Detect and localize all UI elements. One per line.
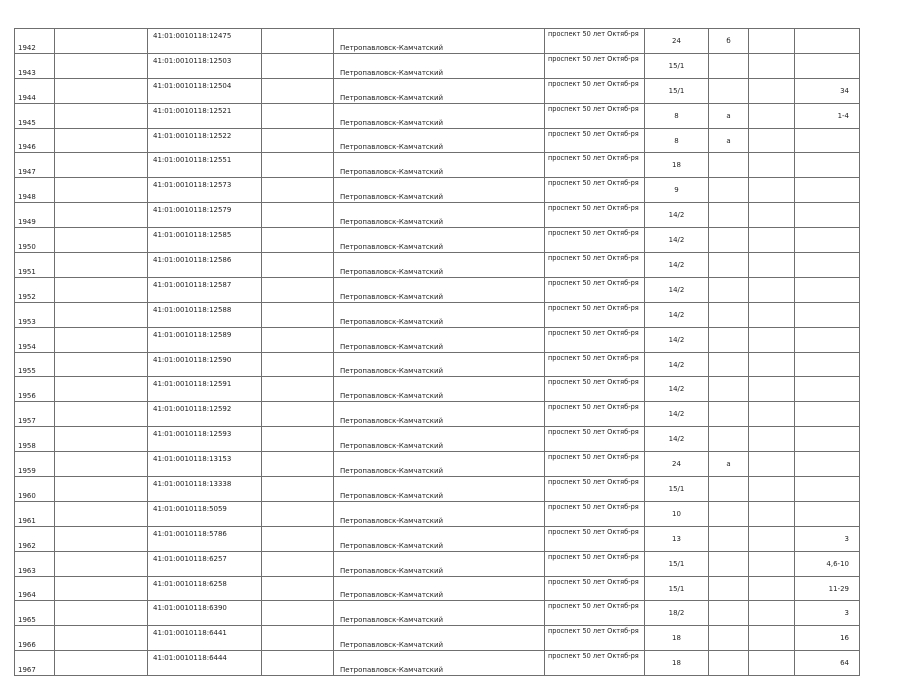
row-number: 1959 bbox=[15, 452, 55, 477]
spacer-cell bbox=[749, 651, 795, 676]
spacer-cell bbox=[55, 29, 148, 54]
row-number: 1956 bbox=[15, 377, 55, 402]
city-name: Петропавловск-Камчатский bbox=[334, 253, 545, 278]
street-name: проспект 50 лет Октяб-ря bbox=[545, 253, 645, 278]
apartment-numbers bbox=[795, 452, 860, 477]
table-row bbox=[15, 651, 860, 676]
street-name: проспект 50 лет Октяб-ря bbox=[545, 526, 645, 551]
spacer-cell bbox=[55, 452, 148, 477]
row-number: 1955 bbox=[15, 352, 55, 377]
apartment-numbers: 34 bbox=[795, 78, 860, 103]
city-name: Петропавловск-Камчатский bbox=[334, 427, 545, 452]
spacer-cell bbox=[55, 551, 148, 576]
spacer-cell bbox=[749, 78, 795, 103]
spacer-cell bbox=[55, 601, 148, 626]
house-number: 15/1 bbox=[645, 576, 709, 601]
table-row bbox=[15, 253, 860, 278]
city-name: Петропавловск-Камчатский bbox=[334, 501, 545, 526]
spacer-cell bbox=[55, 352, 148, 377]
document-sheet bbox=[14, 28, 860, 676]
street-name: проспект 50 лет Октяб-ря bbox=[545, 601, 645, 626]
spacer-cell bbox=[262, 277, 334, 302]
street-name: проспект 50 лет Октяб-ря bbox=[545, 377, 645, 402]
building-letter bbox=[709, 601, 749, 626]
street-name: проспект 50 лет Октяб-ря bbox=[545, 327, 645, 352]
house-number: 14/2 bbox=[645, 377, 709, 402]
row-number: 1957 bbox=[15, 402, 55, 427]
apartment-numbers bbox=[795, 178, 860, 203]
spacer-cell bbox=[55, 377, 148, 402]
table-row bbox=[15, 601, 860, 626]
city-name: Петропавловск-Камчатский bbox=[334, 277, 545, 302]
city-name: Петропавловск-Камчатский bbox=[334, 651, 545, 676]
apartment-numbers bbox=[795, 253, 860, 278]
apartment-numbers bbox=[795, 128, 860, 153]
spacer-cell bbox=[55, 402, 148, 427]
street-name: проспект 50 лет Октяб-ря bbox=[545, 501, 645, 526]
spacer-cell bbox=[262, 53, 334, 78]
table-row bbox=[15, 626, 860, 651]
spacer-cell bbox=[262, 302, 334, 327]
cadastral-number: 41:01:0010118:12588 bbox=[148, 302, 262, 327]
row-number: 1963 bbox=[15, 551, 55, 576]
spacer-cell bbox=[749, 302, 795, 327]
table-row bbox=[15, 277, 860, 302]
spacer-cell bbox=[749, 501, 795, 526]
building-letter: а bbox=[709, 103, 749, 128]
spacer-cell bbox=[262, 526, 334, 551]
city-name: Петропавловск-Камчатский bbox=[334, 352, 545, 377]
cadastral-number: 41:01:0010118:12591 bbox=[148, 377, 262, 402]
building-letter: б bbox=[709, 29, 749, 54]
spacer-cell bbox=[262, 626, 334, 651]
spacer-cell bbox=[55, 53, 148, 78]
spacer-cell bbox=[749, 601, 795, 626]
city-name: Петропавловск-Камчатский bbox=[334, 78, 545, 103]
street-name: проспект 50 лет Октяб-ря bbox=[545, 651, 645, 676]
house-number: 18 bbox=[645, 153, 709, 178]
cadastral-number: 41:01:0010118:6390 bbox=[148, 601, 262, 626]
apartment-numbers: 3 bbox=[795, 526, 860, 551]
house-number: 18/2 bbox=[645, 601, 709, 626]
building-letter bbox=[709, 277, 749, 302]
building-letter: а bbox=[709, 128, 749, 153]
spacer-cell bbox=[262, 128, 334, 153]
table-row bbox=[15, 228, 860, 253]
table-row bbox=[15, 551, 860, 576]
building-letter bbox=[709, 551, 749, 576]
spacer-cell bbox=[55, 477, 148, 502]
building-letter bbox=[709, 576, 749, 601]
apartment-numbers bbox=[795, 352, 860, 377]
row-number: 1944 bbox=[15, 78, 55, 103]
table-row bbox=[15, 78, 860, 103]
spacer-cell bbox=[55, 128, 148, 153]
building-letter bbox=[709, 352, 749, 377]
spacer-cell bbox=[262, 377, 334, 402]
spacer-cell bbox=[55, 203, 148, 228]
row-number: 1947 bbox=[15, 153, 55, 178]
cadastral-number: 41:01:0010118:12590 bbox=[148, 352, 262, 377]
apartment-numbers bbox=[795, 402, 860, 427]
row-number: 1952 bbox=[15, 277, 55, 302]
table-row bbox=[15, 302, 860, 327]
city-name: Петропавловск-Камчатский bbox=[334, 128, 545, 153]
city-name: Петропавловск-Камчатский bbox=[334, 302, 545, 327]
street-name: проспект 50 лет Октяб-ря bbox=[545, 103, 645, 128]
spacer-cell bbox=[749, 576, 795, 601]
row-number: 1960 bbox=[15, 477, 55, 502]
spacer-cell bbox=[749, 352, 795, 377]
spacer-cell bbox=[262, 601, 334, 626]
building-letter: а bbox=[709, 452, 749, 477]
spacer-cell bbox=[262, 153, 334, 178]
spacer-cell bbox=[749, 203, 795, 228]
cadastral-number: 41:01:0010118:12475 bbox=[148, 29, 262, 54]
building-letter bbox=[709, 78, 749, 103]
city-name: Петропавловск-Камчатский bbox=[334, 228, 545, 253]
spacer-cell bbox=[749, 29, 795, 54]
spacer-cell bbox=[55, 626, 148, 651]
row-number: 1958 bbox=[15, 427, 55, 452]
spacer-cell bbox=[749, 228, 795, 253]
row-number: 1946 bbox=[15, 128, 55, 153]
apartment-numbers: 1-4 bbox=[795, 103, 860, 128]
street-name: проспект 50 лет Октяб-ря bbox=[545, 402, 645, 427]
row-number: 1950 bbox=[15, 228, 55, 253]
spacer-cell bbox=[55, 501, 148, 526]
city-name: Петропавловск-Камчатский bbox=[334, 178, 545, 203]
cadastral-number: 41:01:0010118:12585 bbox=[148, 228, 262, 253]
cadastral-number: 41:01:0010118:12522 bbox=[148, 128, 262, 153]
apartment-numbers bbox=[795, 477, 860, 502]
spacer-cell bbox=[55, 153, 148, 178]
cadastral-number: 41:01:0010118:6441 bbox=[148, 626, 262, 651]
building-letter bbox=[709, 178, 749, 203]
spacer-cell bbox=[262, 352, 334, 377]
spacer-cell bbox=[55, 576, 148, 601]
spacer-cell bbox=[749, 551, 795, 576]
house-number: 18 bbox=[645, 626, 709, 651]
house-number: 15/1 bbox=[645, 53, 709, 78]
row-number: 1943 bbox=[15, 53, 55, 78]
building-letter bbox=[709, 477, 749, 502]
table-row bbox=[15, 178, 860, 203]
spacer-cell bbox=[55, 78, 148, 103]
apartment-numbers bbox=[795, 377, 860, 402]
street-name: проспект 50 лет Октяб-ря bbox=[545, 29, 645, 54]
cadastral-number: 41:01:0010118:12593 bbox=[148, 427, 262, 452]
spacer-cell bbox=[749, 277, 795, 302]
spacer-cell bbox=[55, 651, 148, 676]
city-name: Петропавловск-Камчатский bbox=[334, 452, 545, 477]
city-name: Петропавловск-Камчатский bbox=[334, 103, 545, 128]
cadastral-number: 41:01:0010118:6257 bbox=[148, 551, 262, 576]
row-number: 1953 bbox=[15, 302, 55, 327]
cadastral-number: 41:01:0010118:5059 bbox=[148, 501, 262, 526]
cadastral-number: 41:01:0010118:12503 bbox=[148, 53, 262, 78]
table-row bbox=[15, 526, 860, 551]
cadastral-number: 41:01:0010118:12551 bbox=[148, 153, 262, 178]
spacer-cell bbox=[55, 327, 148, 352]
apartment-numbers bbox=[795, 277, 860, 302]
spacer-cell bbox=[55, 427, 148, 452]
spacer-cell bbox=[749, 452, 795, 477]
street-name: проспект 50 лет Октяб-ря bbox=[545, 277, 645, 302]
spacer-cell bbox=[262, 228, 334, 253]
street-name: проспект 50 лет Октяб-ря bbox=[545, 452, 645, 477]
table-row bbox=[15, 402, 860, 427]
row-number: 1967 bbox=[15, 651, 55, 676]
apartment-numbers bbox=[795, 53, 860, 78]
spacer-cell bbox=[262, 253, 334, 278]
row-number: 1964 bbox=[15, 576, 55, 601]
spacer-cell bbox=[749, 626, 795, 651]
apartment-numbers bbox=[795, 203, 860, 228]
spacer-cell bbox=[262, 452, 334, 477]
street-name: проспект 50 лет Октяб-ря bbox=[545, 53, 645, 78]
building-letter bbox=[709, 53, 749, 78]
street-name: проспект 50 лет Октяб-ря bbox=[545, 78, 645, 103]
table-row bbox=[15, 29, 860, 54]
spacer-cell bbox=[749, 327, 795, 352]
spacer-cell bbox=[262, 427, 334, 452]
spacer-cell bbox=[749, 178, 795, 203]
building-letter bbox=[709, 253, 749, 278]
apartment-numbers bbox=[795, 501, 860, 526]
spacer-cell bbox=[262, 78, 334, 103]
building-letter bbox=[709, 501, 749, 526]
table-row bbox=[15, 53, 860, 78]
table-row bbox=[15, 327, 860, 352]
spacer-cell bbox=[262, 103, 334, 128]
table-row bbox=[15, 153, 860, 178]
city-name: Петропавловск-Камчатский bbox=[334, 327, 545, 352]
cadastral-number: 41:01:0010118:6258 bbox=[148, 576, 262, 601]
city-name: Петропавловск-Камчатский bbox=[334, 402, 545, 427]
cadastral-number: 41:01:0010118:6444 bbox=[148, 651, 262, 676]
house-number: 15/1 bbox=[645, 477, 709, 502]
city-name: Петропавловск-Камчатский bbox=[334, 576, 545, 601]
city-name: Петропавловск-Камчатский bbox=[334, 29, 545, 54]
house-number: 14/2 bbox=[645, 302, 709, 327]
cadastral-number: 41:01:0010118:5786 bbox=[148, 526, 262, 551]
spacer-cell bbox=[262, 327, 334, 352]
house-number: 10 bbox=[645, 501, 709, 526]
house-number: 24 bbox=[645, 29, 709, 54]
spacer-cell bbox=[262, 29, 334, 54]
city-name: Петропавловск-Камчатский bbox=[334, 601, 545, 626]
table-row bbox=[15, 352, 860, 377]
spacer-cell bbox=[262, 651, 334, 676]
cadastral-number: 41:01:0010118:12586 bbox=[148, 253, 262, 278]
house-number: 14/2 bbox=[645, 253, 709, 278]
building-letter bbox=[709, 427, 749, 452]
table-row bbox=[15, 103, 860, 128]
house-number: 14/2 bbox=[645, 228, 709, 253]
cadastral-number: 41:01:0010118:12504 bbox=[148, 78, 262, 103]
house-number: 24 bbox=[645, 452, 709, 477]
house-number: 14/2 bbox=[645, 277, 709, 302]
spacer-cell bbox=[262, 402, 334, 427]
apartment-numbers bbox=[795, 153, 860, 178]
apartment-numbers bbox=[795, 29, 860, 54]
building-letter bbox=[709, 327, 749, 352]
row-number: 1966 bbox=[15, 626, 55, 651]
spacer-cell bbox=[749, 253, 795, 278]
street-name: проспект 50 лет Октяб-ря bbox=[545, 576, 645, 601]
street-name: проспект 50 лет Октяб-ря bbox=[545, 626, 645, 651]
table-row bbox=[15, 377, 860, 402]
table-row bbox=[15, 501, 860, 526]
cadastral-number: 41:01:0010118:12587 bbox=[148, 277, 262, 302]
building-letter bbox=[709, 402, 749, 427]
building-letter bbox=[709, 203, 749, 228]
house-number: 14/2 bbox=[645, 203, 709, 228]
city-name: Петропавловск-Камчатский bbox=[334, 203, 545, 228]
house-number: 15/1 bbox=[645, 78, 709, 103]
table-row bbox=[15, 203, 860, 228]
cadastral-number: 41:01:0010118:12579 bbox=[148, 203, 262, 228]
spacer-cell bbox=[749, 427, 795, 452]
spacer-cell bbox=[749, 128, 795, 153]
apartment-numbers: 4,6-10 bbox=[795, 551, 860, 576]
spacer-cell bbox=[749, 377, 795, 402]
row-number: 1945 bbox=[15, 103, 55, 128]
address-register-table bbox=[14, 28, 860, 676]
spacer-cell bbox=[262, 178, 334, 203]
apartment-numbers: 16 bbox=[795, 626, 860, 651]
spacer-cell bbox=[55, 178, 148, 203]
table-row bbox=[15, 477, 860, 502]
building-letter bbox=[709, 526, 749, 551]
house-number: 14/2 bbox=[645, 402, 709, 427]
spacer-cell bbox=[55, 228, 148, 253]
building-letter bbox=[709, 626, 749, 651]
city-name: Петропавловск-Камчатский bbox=[334, 377, 545, 402]
house-number: 14/2 bbox=[645, 327, 709, 352]
street-name: проспект 50 лет Октяб-ря bbox=[545, 153, 645, 178]
house-number: 14/2 bbox=[645, 427, 709, 452]
row-number: 1948 bbox=[15, 178, 55, 203]
building-letter bbox=[709, 651, 749, 676]
street-name: проспект 50 лет Октяб-ря bbox=[545, 128, 645, 153]
row-number: 1942 bbox=[15, 29, 55, 54]
apartment-numbers bbox=[795, 427, 860, 452]
table-row bbox=[15, 128, 860, 153]
spacer-cell bbox=[749, 53, 795, 78]
spacer-cell bbox=[749, 103, 795, 128]
table-body bbox=[15, 29, 860, 676]
street-name: проспект 50 лет Октяб-ря bbox=[545, 178, 645, 203]
city-name: Петропавловск-Камчатский bbox=[334, 53, 545, 78]
cadastral-number: 41:01:0010118:13153 bbox=[148, 452, 262, 477]
row-number: 1961 bbox=[15, 501, 55, 526]
house-number: 13 bbox=[645, 526, 709, 551]
table-row bbox=[15, 427, 860, 452]
city-name: Петропавловск-Камчатский bbox=[334, 153, 545, 178]
spacer-cell bbox=[262, 477, 334, 502]
spacer-cell bbox=[55, 277, 148, 302]
street-name: проспект 50 лет Октяб-ря bbox=[545, 477, 645, 502]
city-name: Петропавловск-Камчатский bbox=[334, 551, 545, 576]
house-number: 9 bbox=[645, 178, 709, 203]
apartment-numbers bbox=[795, 228, 860, 253]
row-number: 1951 bbox=[15, 253, 55, 278]
city-name: Петропавловск-Камчатский bbox=[334, 626, 545, 651]
row-number: 1949 bbox=[15, 203, 55, 228]
building-letter bbox=[709, 377, 749, 402]
apartment-numbers bbox=[795, 327, 860, 352]
city-name: Петропавловск-Камчатский bbox=[334, 477, 545, 502]
house-number: 15/1 bbox=[645, 551, 709, 576]
spacer-cell bbox=[55, 302, 148, 327]
spacer-cell bbox=[749, 153, 795, 178]
spacer-cell bbox=[262, 501, 334, 526]
row-number: 1962 bbox=[15, 526, 55, 551]
spacer-cell bbox=[55, 526, 148, 551]
table-row bbox=[15, 576, 860, 601]
cadastral-number: 41:01:0010118:12592 bbox=[148, 402, 262, 427]
cadastral-number: 41:01:0010118:12589 bbox=[148, 327, 262, 352]
street-name: проспект 50 лет Октяб-ря bbox=[545, 302, 645, 327]
row-number: 1954 bbox=[15, 327, 55, 352]
table-row bbox=[15, 452, 860, 477]
cadastral-number: 41:01:0010118:12521 bbox=[148, 103, 262, 128]
street-name: проспект 50 лет Октяб-ря bbox=[545, 551, 645, 576]
street-name: проспект 50 лет Октяб-ря bbox=[545, 352, 645, 377]
spacer-cell bbox=[262, 203, 334, 228]
cadastral-number: 41:01:0010118:12573 bbox=[148, 178, 262, 203]
house-number: 8 bbox=[645, 103, 709, 128]
street-name: проспект 50 лет Октяб-ря bbox=[545, 228, 645, 253]
spacer-cell bbox=[749, 477, 795, 502]
building-letter bbox=[709, 302, 749, 327]
house-number: 14/2 bbox=[645, 352, 709, 377]
spacer-cell bbox=[55, 103, 148, 128]
spacer-cell bbox=[749, 402, 795, 427]
apartment-numbers: 3 bbox=[795, 601, 860, 626]
street-name: проспект 50 лет Октяб-ря bbox=[545, 427, 645, 452]
row-number: 1965 bbox=[15, 601, 55, 626]
house-number: 18 bbox=[645, 651, 709, 676]
apartment-numbers: 11-29 bbox=[795, 576, 860, 601]
street-name: проспект 50 лет Октяб-ря bbox=[545, 203, 645, 228]
house-number: 8 bbox=[645, 128, 709, 153]
spacer-cell bbox=[55, 253, 148, 278]
apartment-numbers bbox=[795, 302, 860, 327]
spacer-cell bbox=[262, 551, 334, 576]
spacer-cell bbox=[262, 576, 334, 601]
spacer-cell bbox=[749, 526, 795, 551]
building-letter bbox=[709, 153, 749, 178]
building-letter bbox=[709, 228, 749, 253]
city-name: Петропавловск-Камчатский bbox=[334, 526, 545, 551]
apartment-numbers: 64 bbox=[795, 651, 860, 676]
cadastral-number: 41:01:0010118:13338 bbox=[148, 477, 262, 502]
